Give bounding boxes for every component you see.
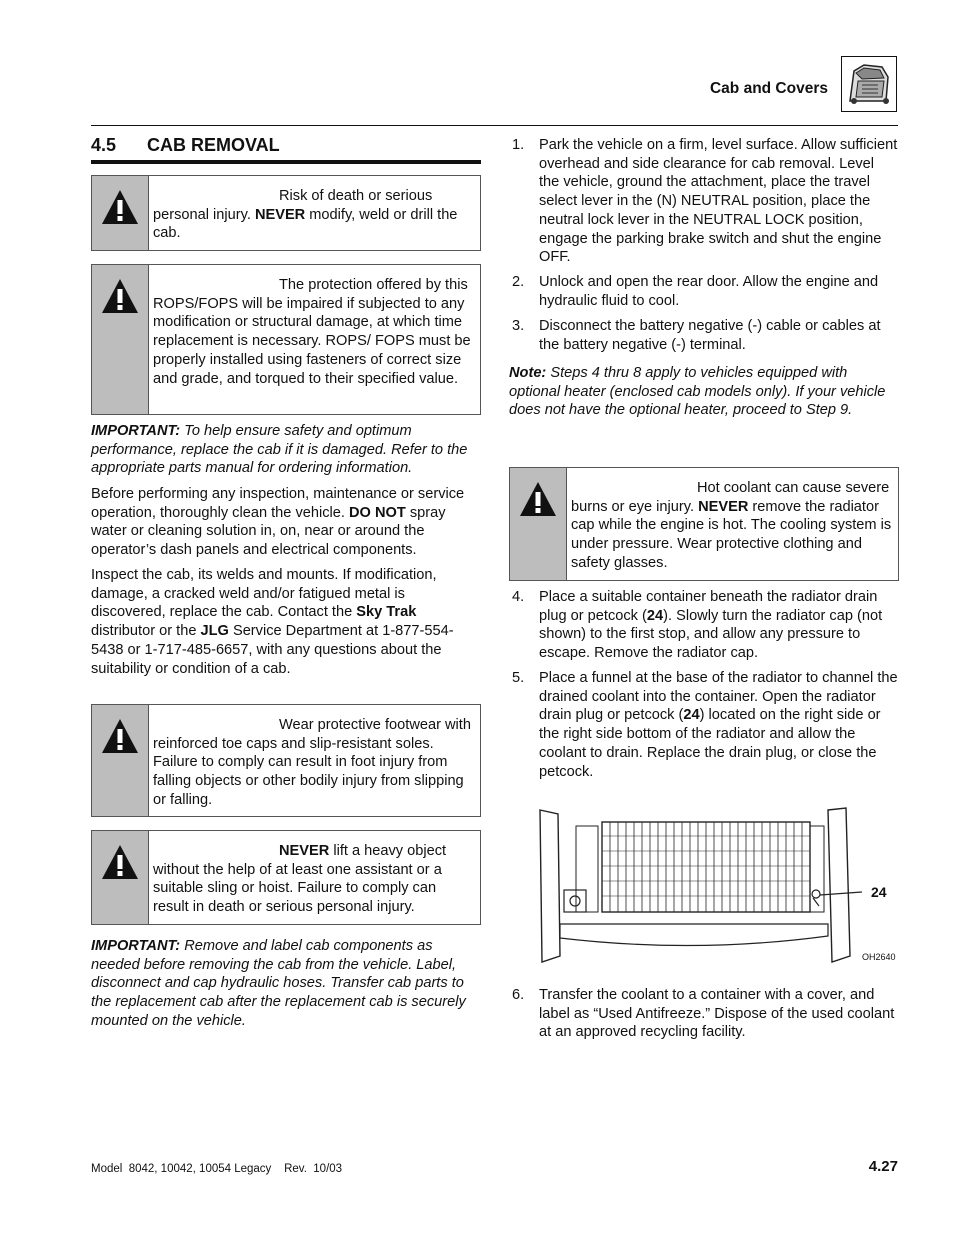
warning-box — [91, 704, 481, 817]
figure-callout: 24 — [871, 884, 887, 900]
section-number: 4.5 — [91, 135, 117, 155]
warning-sidebar — [510, 468, 567, 580]
important-note: IMPORTANT: To help ensure safety and optimum performance, replace the cab if it is damaged. Refer to the appropriate parts manual for ordering information. — [91, 423, 468, 477]
warning-icon — [518, 480, 558, 518]
cab-icon — [841, 56, 897, 112]
body-paragraph: Inspect the cab, its welds and mounts. If modification, damage, a cracked weld and/or fatigued metal is discovered, replace the cab. Contact the Sky Trak distributor or the JLG Service Department at 1-877-554-5438 or 1-717-485-6657, with any questions about the suitability or condition of a cab. — [91, 567, 454, 677]
note: Note: Steps 4 thru 8 apply to vehicles equipped with optional heater (enclosed cab models only). If your vehicle does not have the optional heater, proceed to Step 9. — [509, 365, 886, 419]
warning-icon — [100, 717, 140, 755]
warning-box — [91, 175, 481, 251]
warning-box — [91, 830, 481, 925]
warning-text: Hot coolant can cause severe burns or eye injury. NEVER remove the radiator cap while the engine is hot. The cooling system is under pressure. Wear protective clothing and safety glasses. — [571, 480, 892, 571]
warning-sidebar — [92, 265, 149, 414]
section-rule — [91, 160, 481, 164]
warning-sidebar — [92, 705, 149, 816]
warning-text: Risk of death or serious personal injury. NEVER modify, weld or drill the cab. — [153, 188, 458, 242]
header-rule — [91, 125, 898, 126]
footer-model: Model 8042, 10042, 10054 Legacy Rev. 10/03 — [91, 1163, 343, 1175]
list-item: 6. Transfer the coolant to a container with a cover, and label as “Used Antifreeze.” Dispose of the used coolant at an approved recycling facility. — [512, 987, 895, 1041]
section-name: CAB REMOVAL — [147, 135, 280, 155]
warning-box — [509, 467, 899, 581]
warning-icon — [100, 188, 140, 226]
list-item: 4. Place a suitable container beneath the radiator drain plug or petcock (24). Slowly turn the radiator cap (not shown) to the first stop, and allow any pressure to escape. Remove the radiator cap. — [512, 589, 883, 662]
important-note: IMPORTANT: Remove and label cab components as needed before removing the cab from the vehicle. Label, disconnect and cap hydraulic hoses. Transfer cab parts to the replacement cab after the replacement cab is securely mounted on the vehicle. — [91, 938, 466, 1029]
body-paragraph: Before performing any inspection, maintenance or service operation, thoroughly clean the vehicle. DO NOT spray water or cleaning solution in, on, near or around the operator’s dash panels and electrical components. — [91, 486, 465, 559]
warning-text: Wear protective footwear with reinforced toe caps and slip-resistant soles. Failure to comply can result in foot injury from falling objects or other bodily injury from slipping or falling. — [153, 717, 471, 808]
figure-id: OH2640 — [862, 952, 896, 962]
warning-icon — [100, 843, 140, 881]
radiator-illustration — [510, 806, 900, 966]
list-item: 3. Disconnect the battery negative (-) cable or cables at the battery negative (-) terminal. — [512, 318, 881, 353]
section-title — [91, 134, 481, 156]
list-item: 2. Unlock and open the rear door. Allow the engine and hydraulic fluid to cool. — [512, 274, 879, 309]
warning-sidebar — [92, 176, 149, 250]
warning-box — [91, 264, 481, 415]
page-number: 4.27 — [868, 1158, 898, 1175]
list-item: 5. Place a funnel at the base of the radiator to channel the drained coolant into the container. Open the radiator drain plug or petcock (24) located on the right side or the right side bottom of the radiator and allow the coolant to drain. Replace the drain plug, or close the petcock. — [512, 670, 898, 780]
running-header: Cab and Covers — [709, 80, 828, 97]
list-item: 1. Park the vehicle on a firm, level surface. Allow sufficient overhead and side clearance for cab removal. Level the vehicle, ground the attachment, place the travel select lever in the (N) NEUTRAL position, place the neutral lock lever in the NEUTRAL LOCK position, engage the parking brake switch and shut the engine OFF. — [512, 137, 898, 266]
warning-icon — [100, 277, 140, 315]
radiator-figure — [510, 806, 900, 966]
warning-sidebar — [92, 831, 149, 924]
warning-text: The protection offered by this ROPS/FOPS will be impaired if subjected to any modification or structural damage, at which time replacement is necessary. ROPS/ FOPS must be properly installed using fasteners of correct size and grade, and torqued to their specified value. — [153, 277, 471, 387]
warning-text: NEVER lift a heavy object without the help of at least one assistant or a suitable sling or hoist. Failure to comply can result in death or serious personal injury. — [153, 843, 447, 916]
